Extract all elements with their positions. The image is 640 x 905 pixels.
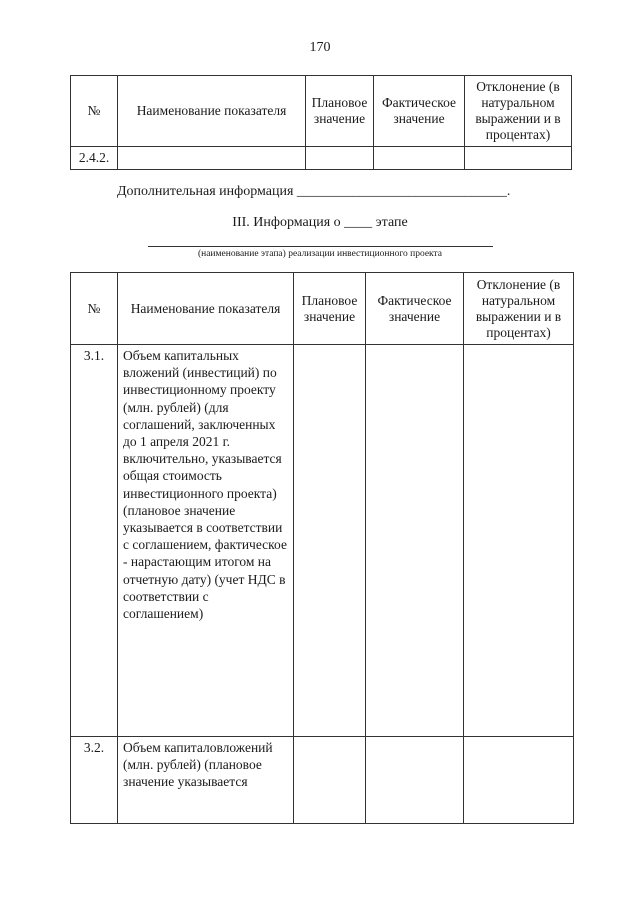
- row-deviation-cell: [464, 737, 574, 824]
- header-num: №: [71, 76, 118, 147]
- header-fact: Фактическое значение: [374, 76, 465, 147]
- header-num: №: [71, 273, 118, 345]
- row-name-cell: [118, 147, 306, 170]
- stage-caption: (наименование этапа) реализации инвестиционного проекта: [197, 249, 443, 259]
- row-num: 2.4.2.: [71, 147, 118, 170]
- row-fact-cell: [374, 147, 465, 170]
- row-deviation-cell: [464, 345, 574, 737]
- table-header-row: [71, 76, 572, 147]
- header-plan: Плановое значение: [294, 273, 366, 345]
- row-num: 3.2.: [71, 737, 118, 824]
- header-plan: Плановое значение: [306, 76, 374, 147]
- header-name: Наименование показателя: [118, 76, 306, 147]
- row-name-cell: Объем капиталовложений (млн. рублей) (плановое значение указывается: [118, 737, 294, 824]
- section-title: III. Информация о ____ этапе: [232, 215, 408, 230]
- header-fact: Фактическое значение: [366, 273, 464, 345]
- additional-info: Дополнительная информация ______________________________.: [117, 184, 511, 199]
- row-fact-cell: [366, 345, 464, 737]
- stage-name-line: [148, 246, 493, 247]
- table-row: [71, 737, 574, 824]
- page-number: 170: [309, 40, 331, 55]
- indicators-table-stage-3: [70, 272, 574, 824]
- header-deviation: Отклонение (в натуральном выражении и в процентах): [465, 76, 572, 147]
- row-fact-cell: [366, 737, 464, 824]
- indicators-table-stage-2: [70, 75, 572, 170]
- table-row: [71, 147, 572, 170]
- row-plan-cell: [306, 147, 374, 170]
- row-num: 3.1.: [71, 345, 118, 737]
- row-deviation-cell: [465, 147, 572, 170]
- row-plan-cell: [294, 345, 366, 737]
- header-deviation: Отклонение (в натуральном выражении и в процентах): [464, 273, 574, 345]
- row-plan-cell: [294, 737, 366, 824]
- table-row: [71, 345, 574, 737]
- row-name-cell: Объем капитальных вложений (инвестиций) по инвестиционному проекту (млн. рублей) (для соглашений, заключенных до 1 апреля 2021 г. включительно, указывается общая стоимость инвестиционного проекта) (плановое значение указывается в соответствии с соглашением, фактическое - нарастающим итогом на отчетную дату) (учет НДС в соответствии с соглашением): [118, 345, 294, 737]
- table-header-row: [71, 273, 574, 345]
- header-name: Наименование показателя: [118, 273, 294, 345]
